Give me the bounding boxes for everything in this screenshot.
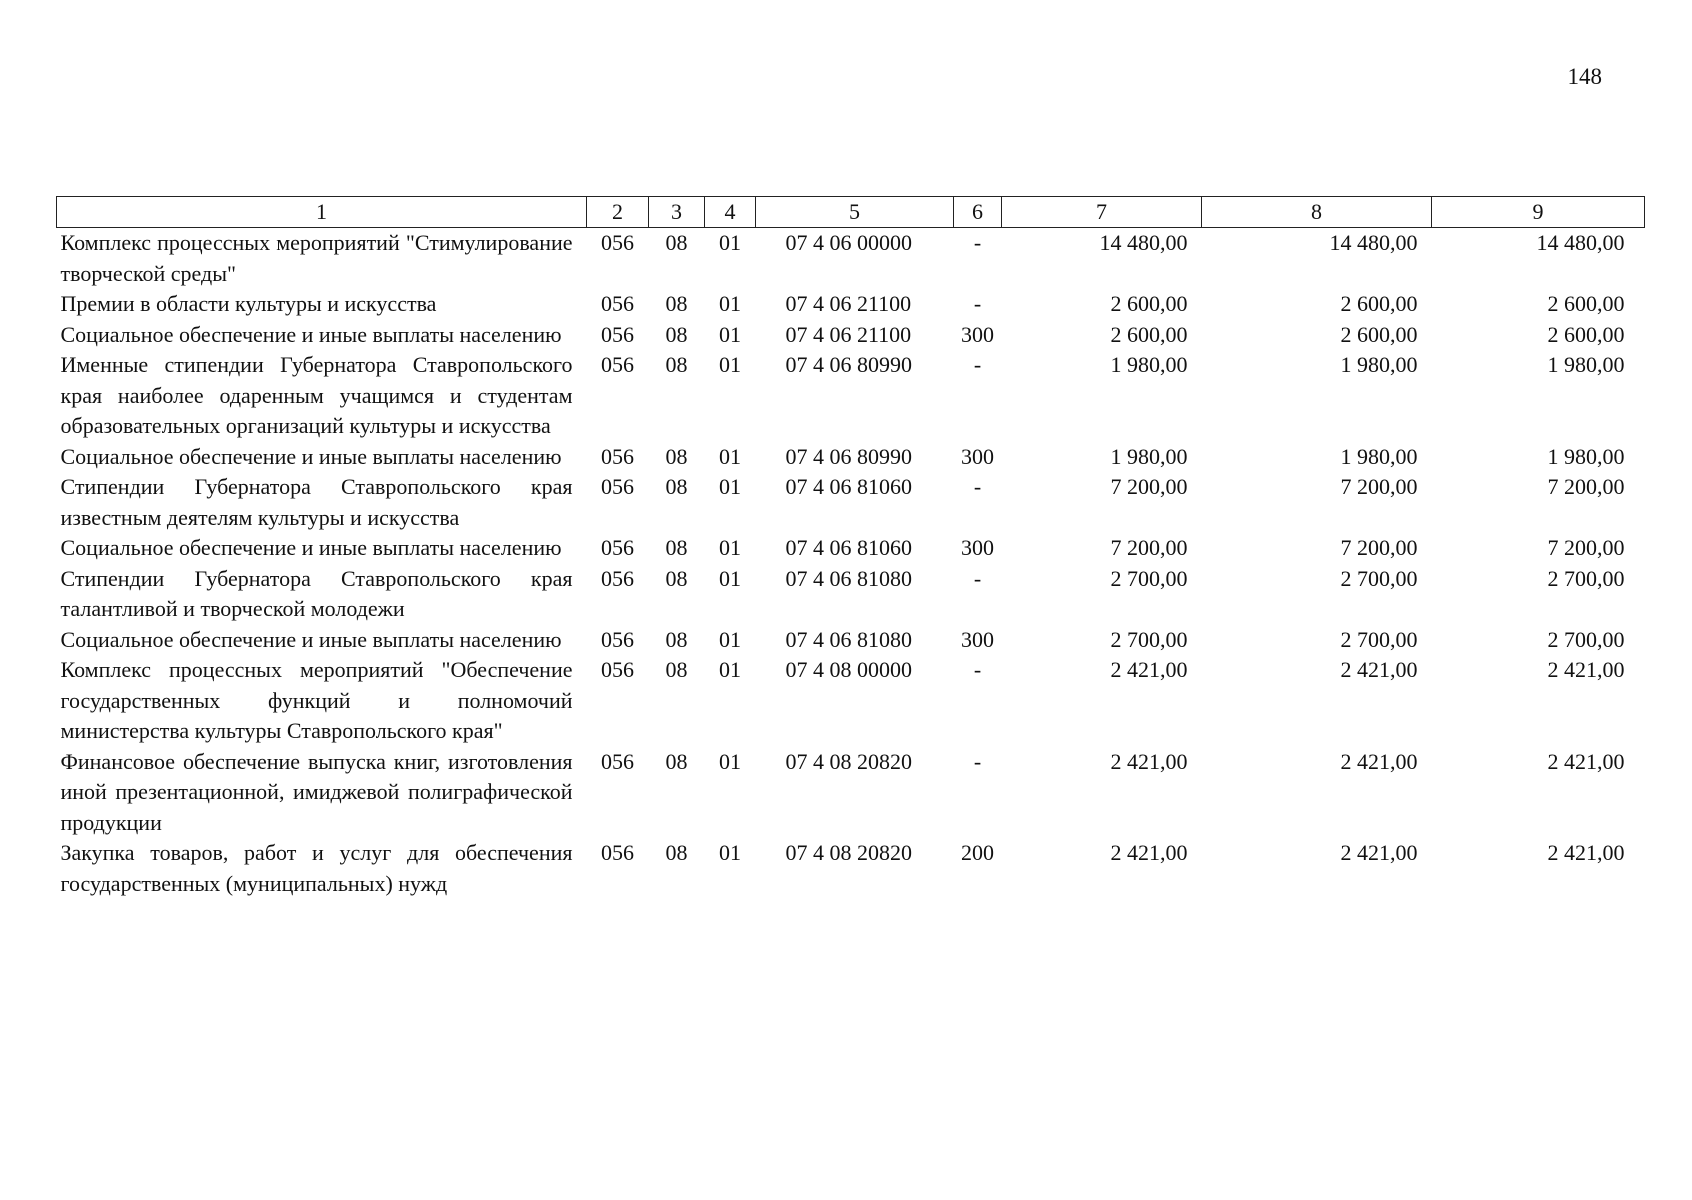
cell-amount-year2: 2 700,00 <box>1340 565 1418 591</box>
cell-amount-year2: 1 980,00 <box>1340 352 1418 377</box>
table-row <box>57 472 1645 533</box>
cell-amount-year2: 7 200,00 <box>1340 535 1418 560</box>
col-header-3: 3 <box>649 197 705 228</box>
cell-amount-year2: 2 421,00 <box>1340 657 1418 682</box>
cell-section: 08 <box>665 565 688 591</box>
cell-expense-type: - <box>973 565 982 591</box>
cell-name: Стипендии Губернатора Ставропольского края талантливой и творческой молодежи <box>60 565 573 621</box>
col-header-6: 6 <box>954 197 1002 228</box>
cell-amount-year3: 2 421,00 <box>1547 657 1625 682</box>
cell-amount-year2: 2 600,00 <box>1340 321 1418 347</box>
cell-name: Именные стипендии Губернатора Ставропольского края наиболее одаренным учащимся и студентам образовательных организаций культуры и искусства <box>60 352 573 438</box>
cell-section: 08 <box>665 291 688 316</box>
cell-amount-year2: 2 600,00 <box>1340 291 1418 316</box>
cell-expense-type: 200 <box>961 840 994 865</box>
table-row <box>57 289 1645 320</box>
cell-subsection: 01 <box>719 291 741 316</box>
cell-amount-year1: 1 980,00 <box>1110 352 1188 377</box>
col-header-5: 5 <box>756 197 954 228</box>
table-body <box>57 228 1645 900</box>
cell-amount-year2: 2 421,00 <box>1340 748 1418 774</box>
cell-expense-type: 300 <box>961 535 994 560</box>
cell-section: 08 <box>665 321 688 347</box>
cell-ministry-code: 056 <box>601 321 634 347</box>
cell-ministry-code: 056 <box>601 626 634 652</box>
page-number: 148 <box>1567 64 1602 89</box>
col-header-2: 2 <box>587 197 649 228</box>
cell-amount-year3: 2 600,00 <box>1547 321 1625 347</box>
table-row <box>57 228 1645 290</box>
cell-expense-type: - <box>973 748 982 774</box>
cell-amount-year1: 2 700,00 <box>1110 626 1188 652</box>
cell-amount-year3: 2 700,00 <box>1547 626 1625 652</box>
cell-target-article: 07 4 06 81060 <box>785 474 912 499</box>
cell-subsection: 01 <box>719 321 741 347</box>
cell-expense-type: 300 <box>961 626 994 652</box>
cell-amount-year1: 7 200,00 <box>1110 535 1188 560</box>
cell-subsection: 01 <box>719 535 741 560</box>
col-header-4: 4 <box>705 197 756 228</box>
cell-amount-year3: 14 480,00 <box>1536 230 1625 255</box>
cell-name: Комплекс процессных мероприятий "Стимулирование творческой среды" <box>60 230 573 286</box>
cell-target-article: 07 4 06 00000 <box>785 230 912 255</box>
cell-amount-year3: 2 421,00 <box>1547 748 1625 774</box>
cell-amount-year1: 7 200,00 <box>1110 474 1188 499</box>
cell-section: 08 <box>665 474 688 499</box>
cell-amount-year2: 1 980,00 <box>1340 443 1418 469</box>
cell-ministry-code: 056 <box>601 291 634 316</box>
cell-name: Социальное обеспечение и иные выплаты населению <box>60 443 562 469</box>
cell-amount-year3: 7 200,00 <box>1547 474 1625 499</box>
cell-target-article: 07 4 08 20820 <box>785 748 912 774</box>
cell-amount-year3: 7 200,00 <box>1547 535 1625 560</box>
cell-amount-year1: 2 421,00 <box>1110 748 1188 774</box>
table-row <box>57 838 1645 899</box>
cell-ministry-code: 056 <box>601 748 634 774</box>
cell-target-article: 07 4 06 81080 <box>785 626 912 652</box>
cell-name: Финансовое обеспечение выпуска книг, изготовления иной презентационной, имиджевой полиграфической продукции <box>60 748 573 835</box>
cell-ministry-code: 056 <box>601 352 634 377</box>
cell-section: 08 <box>665 748 688 774</box>
col-header-9: 9 <box>1432 197 1645 228</box>
cell-name: Социальное обеспечение и иные выплаты населению <box>60 321 562 347</box>
cell-target-article: 07 4 06 81080 <box>785 565 912 591</box>
cell-expense-type: - <box>973 657 982 682</box>
cell-amount-year1: 1 980,00 <box>1110 443 1188 469</box>
cell-subsection: 01 <box>719 565 741 591</box>
table-row <box>57 533 1645 564</box>
cell-target-article: 07 4 06 80990 <box>785 443 912 469</box>
cell-section: 08 <box>665 626 688 652</box>
cell-target-article: 07 4 08 00000 <box>785 657 912 682</box>
cell-amount-year1: 2 421,00 <box>1110 657 1188 682</box>
table-row <box>57 625 1645 656</box>
cell-subsection: 01 <box>719 474 741 499</box>
cell-ministry-code: 056 <box>601 230 634 255</box>
cell-amount-year2: 14 480,00 <box>1329 230 1418 255</box>
cell-amount-year1: 2 600,00 <box>1110 321 1188 347</box>
cell-ministry-code: 056 <box>601 535 634 560</box>
cell-name: Комплекс процессных мероприятий "Обеспечение государственных функций и полномочий министерства культуры Ставропольского края" <box>60 657 573 743</box>
cell-amount-year3: 2 600,00 <box>1547 291 1625 316</box>
col-header-8: 8 <box>1202 197 1432 228</box>
cell-ministry-code: 056 <box>601 565 634 591</box>
cell-target-article: 07 4 06 21100 <box>785 321 912 347</box>
cell-expense-type: - <box>973 352 982 377</box>
header-row <box>57 197 1645 228</box>
col-header-7: 7 <box>1002 197 1202 228</box>
cell-expense-type: - <box>973 230 982 255</box>
cell-amount-year1: 2 600,00 <box>1110 291 1188 316</box>
cell-subsection: 01 <box>719 748 741 774</box>
cell-expense-type: 300 <box>961 443 994 469</box>
cell-target-article: 07 4 06 81060 <box>785 535 912 560</box>
cell-ministry-code: 056 <box>601 840 634 865</box>
col-header-1: 1 <box>57 197 587 228</box>
cell-section: 08 <box>665 352 688 377</box>
cell-subsection: 01 <box>719 230 741 255</box>
table-row <box>57 442 1645 473</box>
cell-amount-year3: 2 700,00 <box>1547 565 1625 591</box>
cell-section: 08 <box>665 535 688 560</box>
cell-target-article: 07 4 08 20820 <box>785 840 912 865</box>
cell-amount-year2: 2 700,00 <box>1340 626 1418 652</box>
cell-section: 08 <box>665 443 688 469</box>
cell-expense-type: - <box>973 474 982 499</box>
cell-subsection: 01 <box>719 657 741 682</box>
budget-table <box>56 196 1645 899</box>
cell-subsection: 01 <box>719 840 741 865</box>
cell-amount-year3: 1 980,00 <box>1547 443 1625 469</box>
table-row <box>57 655 1645 747</box>
cell-section: 08 <box>665 230 688 255</box>
cell-amount-year2: 7 200,00 <box>1340 474 1418 499</box>
cell-amount-year1: 2 700,00 <box>1110 565 1188 591</box>
cell-target-article: 07 4 06 21100 <box>785 291 912 316</box>
cell-ministry-code: 056 <box>601 443 634 469</box>
table-row <box>57 320 1645 351</box>
cell-subsection: 01 <box>719 626 741 652</box>
table-row <box>57 564 1645 625</box>
cell-ministry-code: 056 <box>601 474 634 499</box>
cell-ministry-code: 056 <box>601 657 634 682</box>
cell-section: 08 <box>665 657 688 682</box>
cell-name: Премии в области культуры и искусства <box>60 291 437 316</box>
cell-expense-type: 300 <box>961 321 994 347</box>
cell-expense-type: - <box>973 291 982 316</box>
cell-amount-year3: 2 421,00 <box>1547 840 1625 865</box>
cell-amount-year1: 2 421,00 <box>1110 840 1188 865</box>
cell-target-article: 07 4 06 80990 <box>785 352 912 377</box>
cell-subsection: 01 <box>719 352 741 377</box>
cell-name: Закупка товаров, работ и услуг для обеспечения государственных (муниципальных) нужд <box>60 840 573 896</box>
table-row <box>57 350 1645 442</box>
cell-amount-year2: 2 421,00 <box>1340 840 1418 865</box>
cell-amount-year1: 14 480,00 <box>1099 230 1188 255</box>
cell-name: Социальное обеспечение и иные выплаты населению <box>60 535 562 560</box>
cell-section: 08 <box>665 840 688 865</box>
cell-amount-year3: 1 980,00 <box>1547 352 1625 377</box>
cell-name: Стипендии Губернатора Ставропольского края известным деятелям культуры и искусства <box>60 474 573 530</box>
cell-subsection: 01 <box>719 443 741 469</box>
table-row <box>57 747 1645 839</box>
cell-name: Социальное обеспечение и иные выплаты населению <box>60 626 562 652</box>
